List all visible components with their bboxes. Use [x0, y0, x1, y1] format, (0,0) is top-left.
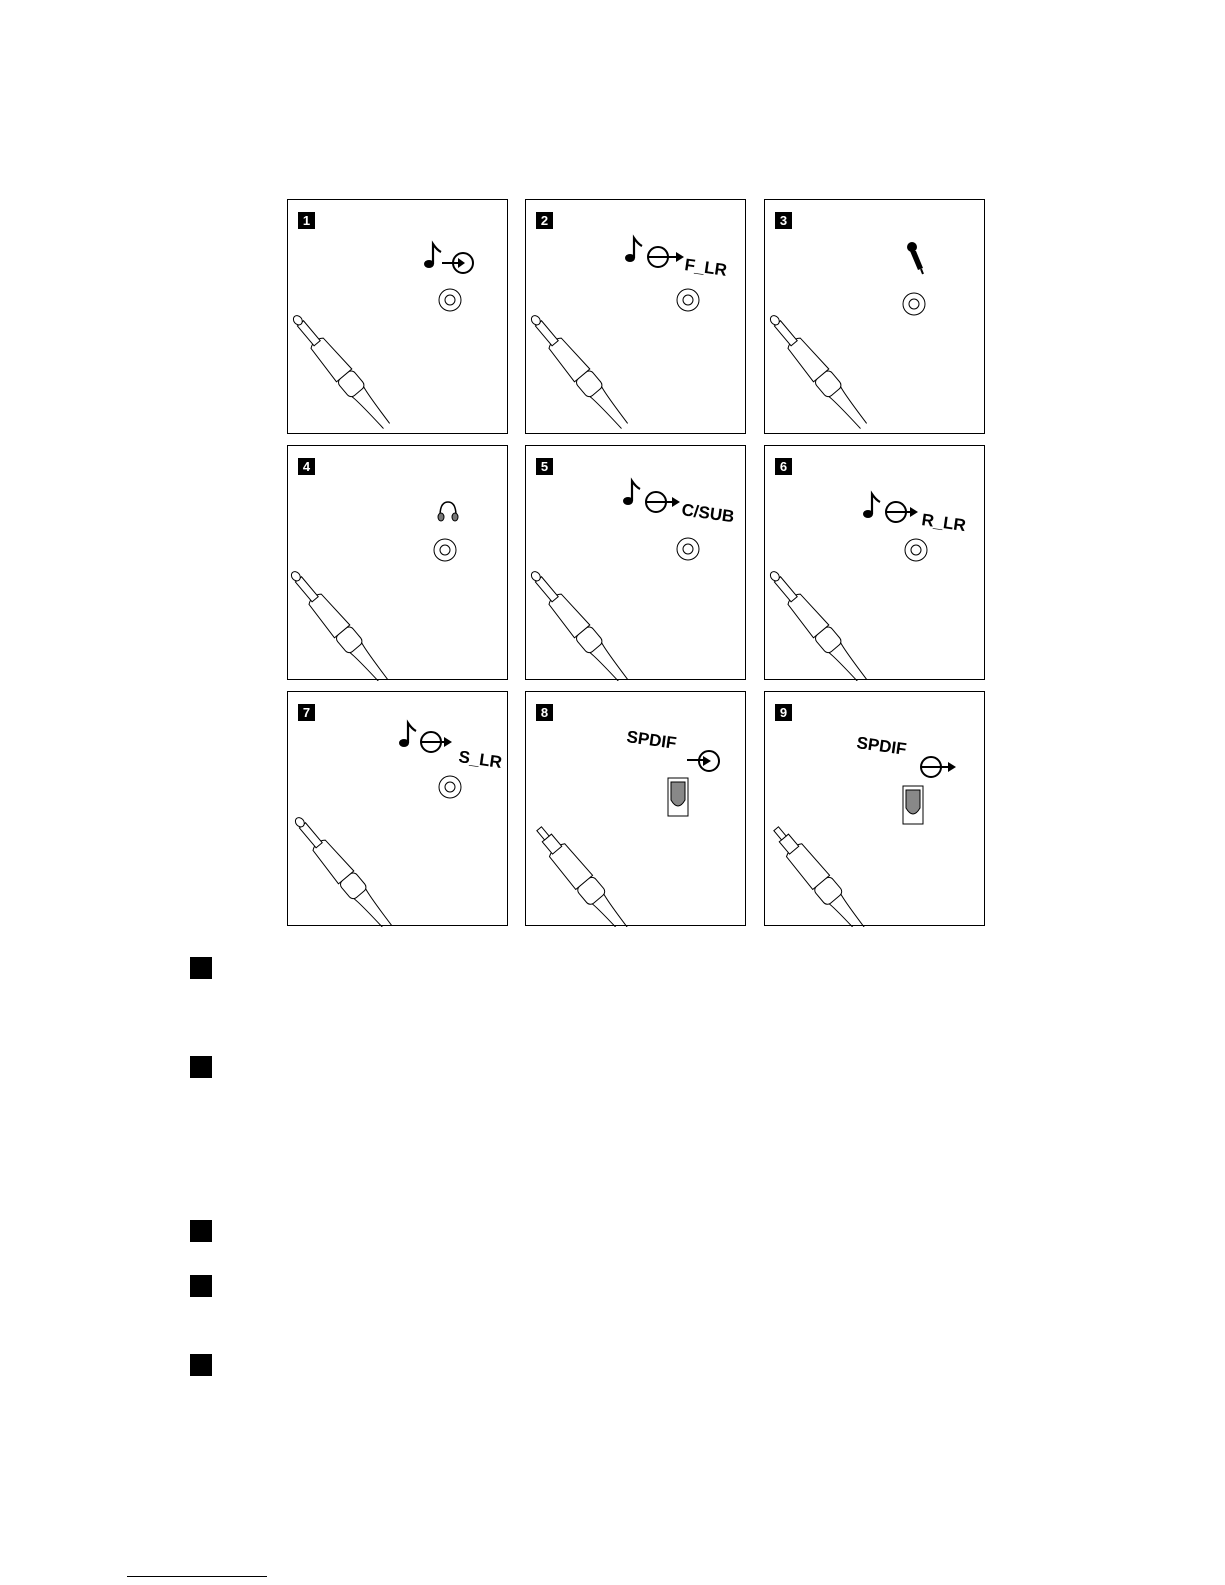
audio-line-out-icon [765, 446, 986, 681]
legend-marker-3 [190, 1220, 212, 1242]
footnote-rule [127, 1576, 267, 1577]
spdif-out-icon [765, 692, 986, 927]
connector-panel-3 [764, 199, 985, 434]
audio-line-out-icon [288, 692, 509, 927]
channel-label: S_LR [457, 747, 504, 773]
channel-label: SPDIF [855, 733, 908, 759]
panel-number: 9 [775, 704, 792, 721]
panel-number: 2 [536, 212, 553, 229]
panel-number: 8 [536, 704, 553, 721]
legend-marker-2 [190, 1056, 212, 1078]
connector-panel-8 [525, 691, 746, 926]
panel-number: 7 [298, 704, 315, 721]
channel-label: C/SUB [680, 500, 736, 527]
legend-marker-1 [190, 957, 212, 979]
panel-number: 4 [298, 458, 315, 475]
channel-label: F_LR [683, 255, 729, 280]
legend-marker-5 [190, 1354, 212, 1376]
channel-label: SPDIF [625, 727, 678, 753]
microphone-icon [765, 200, 986, 435]
legend-marker-4 [190, 1275, 212, 1297]
audio-line-in-icon [288, 200, 509, 435]
panel-number: 3 [775, 212, 792, 229]
panel-number: 5 [536, 458, 553, 475]
connector-panel-7 [287, 691, 508, 926]
audio-line-out-icon [526, 200, 747, 435]
connector-panel-2 [525, 199, 746, 434]
panel-number: 1 [298, 212, 315, 229]
connector-panel-1 [287, 199, 508, 434]
panel-number: 6 [775, 458, 792, 475]
connector-panel-9 [764, 691, 985, 926]
connector-panel-4 [287, 445, 508, 680]
audio-line-out-icon [526, 446, 747, 681]
channel-label: R_LR [920, 510, 968, 536]
connector-panel-5 [525, 445, 746, 680]
headphone-icon [288, 446, 509, 681]
connector-panel-6 [764, 445, 985, 680]
spdif-in-icon [526, 692, 747, 927]
